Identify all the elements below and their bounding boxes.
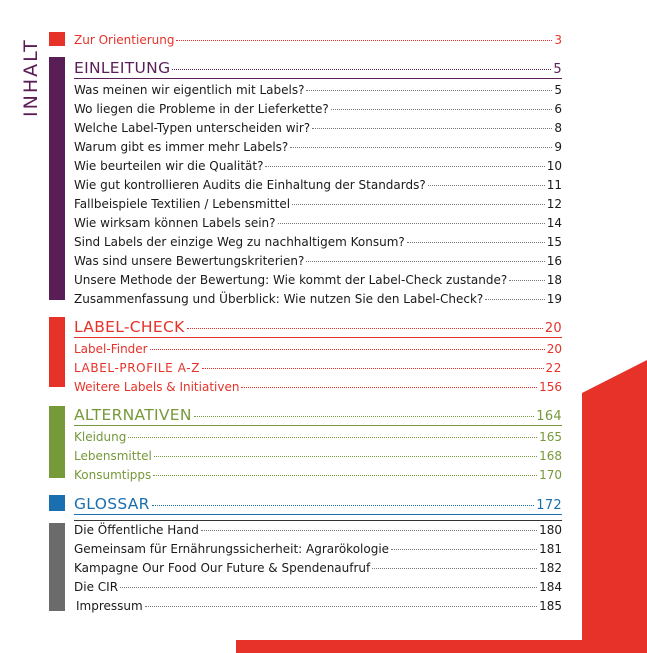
- entry-label: Kleidung: [74, 430, 127, 444]
- entry-page: 156: [539, 380, 562, 394]
- toc-entry[interactable]: [74, 138, 562, 157]
- section-rule: [74, 520, 562, 521]
- dot-leader: [306, 90, 552, 91]
- section-heading-alternativen[interactable]: [74, 403, 562, 427]
- anhang-list: [74, 521, 562, 616]
- toc-entry[interactable]: [74, 157, 562, 176]
- entry-page: 180: [539, 523, 562, 537]
- toc-entry[interactable]: [74, 271, 562, 290]
- dot-leader: [372, 568, 537, 569]
- entry-label: Zusammenfassung und Überblick: Wie nutzen Sie den Label-Check?: [74, 292, 484, 306]
- toc-entry[interactable]: [74, 378, 562, 397]
- dot-leader: [176, 40, 552, 41]
- section-heading-einleitung[interactable]: [74, 56, 562, 80]
- entry-page: 185: [539, 599, 562, 613]
- section-heading-labelcheck[interactable]: [74, 315, 562, 339]
- entry-label: Warum gibt es immer mehr Labels?: [74, 140, 289, 154]
- entry-label: Label-Finder: [74, 342, 148, 356]
- dot-leader: [202, 368, 543, 369]
- entry-label: Unsere Methode der Bewertung: Wie kommt der Label-Check zustande?: [74, 273, 508, 287]
- entry-label: Konsumtipps: [74, 468, 152, 482]
- toc-heading: INHALT: [20, 38, 42, 117]
- entry-page: 182: [539, 561, 562, 575]
- anhang-bar: [49, 523, 65, 611]
- entry-page: 5: [554, 83, 562, 97]
- dot-leader: [391, 549, 537, 550]
- section-page: 5: [553, 62, 562, 77]
- toc-entry[interactable]: [74, 252, 562, 271]
- entry-label: Was meinen wir eigentlich mit Labels?: [74, 83, 305, 97]
- entry-page: 10: [546, 159, 562, 173]
- entry-label: Weitere Labels & Initiativen: [74, 380, 240, 394]
- entry-label: Gemeinsam für Ernährungssicherheit: Agrarökologie: [74, 542, 390, 556]
- toc-entry[interactable]: [74, 233, 562, 252]
- section-title: GLOSSAR: [74, 495, 150, 513]
- entry-label: Wie gut kontrollieren Audits die Einhaltung der Standards?: [74, 178, 426, 192]
- entry-page: 14: [546, 216, 562, 230]
- toc-entry-orientation[interactable]: [74, 31, 562, 50]
- dot-leader: [265, 166, 544, 167]
- dot-leader: [292, 204, 545, 205]
- entry-label: Die Öffentliche Hand: [74, 523, 199, 537]
- toc-entry[interactable]: [74, 100, 562, 119]
- entry-page: 12: [546, 197, 562, 211]
- section-rule: [74, 425, 562, 426]
- dot-leader: [128, 437, 537, 438]
- section-rule: [74, 337, 562, 338]
- toc-entry[interactable]: [74, 597, 562, 616]
- toc-entry[interactable]: [74, 559, 562, 578]
- section-page: 164: [536, 409, 562, 424]
- entry-label: Die CIR: [74, 580, 119, 594]
- dot-leader: [290, 147, 552, 148]
- entry-page: 181: [539, 542, 562, 556]
- entry-page: 22: [545, 361, 562, 375]
- dot-leader: [172, 69, 551, 70]
- dot-leader: [194, 416, 535, 417]
- dot-leader: [145, 606, 537, 607]
- toc-entry[interactable]: [74, 81, 562, 100]
- entry-page: 15: [546, 235, 562, 249]
- toc-entry[interactable]: [74, 176, 562, 195]
- section-title: ALTERNATIVEN: [74, 406, 192, 424]
- dot-leader: [187, 328, 543, 329]
- entry-page: 3: [554, 33, 562, 47]
- section-title: EINLEITUNG: [74, 59, 171, 77]
- dot-leader: [153, 475, 537, 476]
- toc-entry[interactable]: [74, 359, 562, 378]
- toc-entry[interactable]: [74, 195, 562, 214]
- einleitung-bar: [49, 57, 65, 300]
- dot-leader: [154, 456, 537, 457]
- entry-label: Lebensmittel: [74, 449, 152, 463]
- entry-label: Wie wirksam können Labels sein?: [74, 216, 276, 230]
- entry-label: Sind Labels der einzige Weg zu nachhaltigem Konsum?: [74, 235, 405, 249]
- dot-leader: [120, 587, 537, 588]
- toc-entry[interactable]: [74, 521, 562, 540]
- entry-page: 16: [546, 254, 562, 268]
- toc-entry[interactable]: [74, 290, 562, 309]
- section-title: LABEL-CHECK: [74, 318, 185, 336]
- dot-leader: [312, 128, 552, 129]
- entry-label: Wie beurteilen wir die Qualität?: [74, 159, 264, 173]
- alternativen-bar: [49, 406, 65, 478]
- section-rule: [74, 514, 562, 515]
- toc-entry[interactable]: [74, 340, 562, 359]
- labelcheck-list: [74, 340, 562, 397]
- entry-page: 8: [554, 121, 562, 135]
- entry-page: 6: [554, 102, 562, 116]
- glossar-marker: [49, 495, 65, 511]
- toc-entry[interactable]: [74, 428, 562, 447]
- dot-leader: [509, 280, 544, 281]
- entry-label: Impressum: [76, 599, 143, 613]
- entry-page: 11: [546, 178, 562, 192]
- entry-page: 19: [546, 292, 562, 306]
- dot-leader: [485, 299, 544, 300]
- section-page: 20: [544, 321, 562, 336]
- entry-label: LABEL-PROFILE A-Z: [74, 361, 201, 375]
- section-rule: [74, 78, 562, 79]
- alternativen-list: [74, 428, 562, 485]
- labelcheck-bar: [49, 317, 65, 387]
- entry-page: 18: [546, 273, 562, 287]
- entry-label: Wo liegen die Probleme in der Lieferkette?: [74, 102, 329, 116]
- einleitung-list: [74, 81, 562, 309]
- dot-leader: [428, 185, 545, 186]
- dot-leader: [150, 349, 545, 350]
- entry-page: 170: [539, 468, 562, 482]
- dot-leader: [278, 223, 545, 224]
- entry-page: 20: [546, 342, 562, 356]
- section-heading-glossar[interactable]: [74, 492, 562, 516]
- toc-entry[interactable]: [74, 447, 562, 466]
- section-page: 172: [536, 498, 562, 513]
- toc-entry[interactable]: [74, 466, 562, 485]
- entry-page: 184: [539, 580, 562, 594]
- dot-leader: [241, 387, 537, 388]
- toc-entry[interactable]: [74, 119, 562, 138]
- entry-page: 9: [554, 140, 562, 154]
- entry-label: Fallbeispiele Textilien / Lebensmittel: [74, 197, 291, 211]
- entry-page: 165: [539, 430, 562, 444]
- entry-label: Welche Label-Typen unterscheiden wir?: [74, 121, 311, 135]
- orientation-marker: [49, 32, 65, 46]
- entry-page: 168: [539, 449, 562, 463]
- dot-leader: [331, 109, 553, 110]
- dot-leader: [152, 505, 535, 506]
- dot-leader: [407, 242, 545, 243]
- entry-label: Zur Orientierung: [74, 33, 175, 47]
- dot-leader: [306, 261, 544, 262]
- toc-entry[interactable]: [74, 214, 562, 233]
- dot-leader: [201, 530, 537, 531]
- toc-entry[interactable]: [74, 540, 562, 559]
- entry-label: Kampagne Our Food Our Future & Spendenaufruf: [74, 561, 371, 575]
- entry-label: Was sind unsere Bewertungskriterien?: [74, 254, 305, 268]
- toc-entry[interactable]: [74, 578, 562, 597]
